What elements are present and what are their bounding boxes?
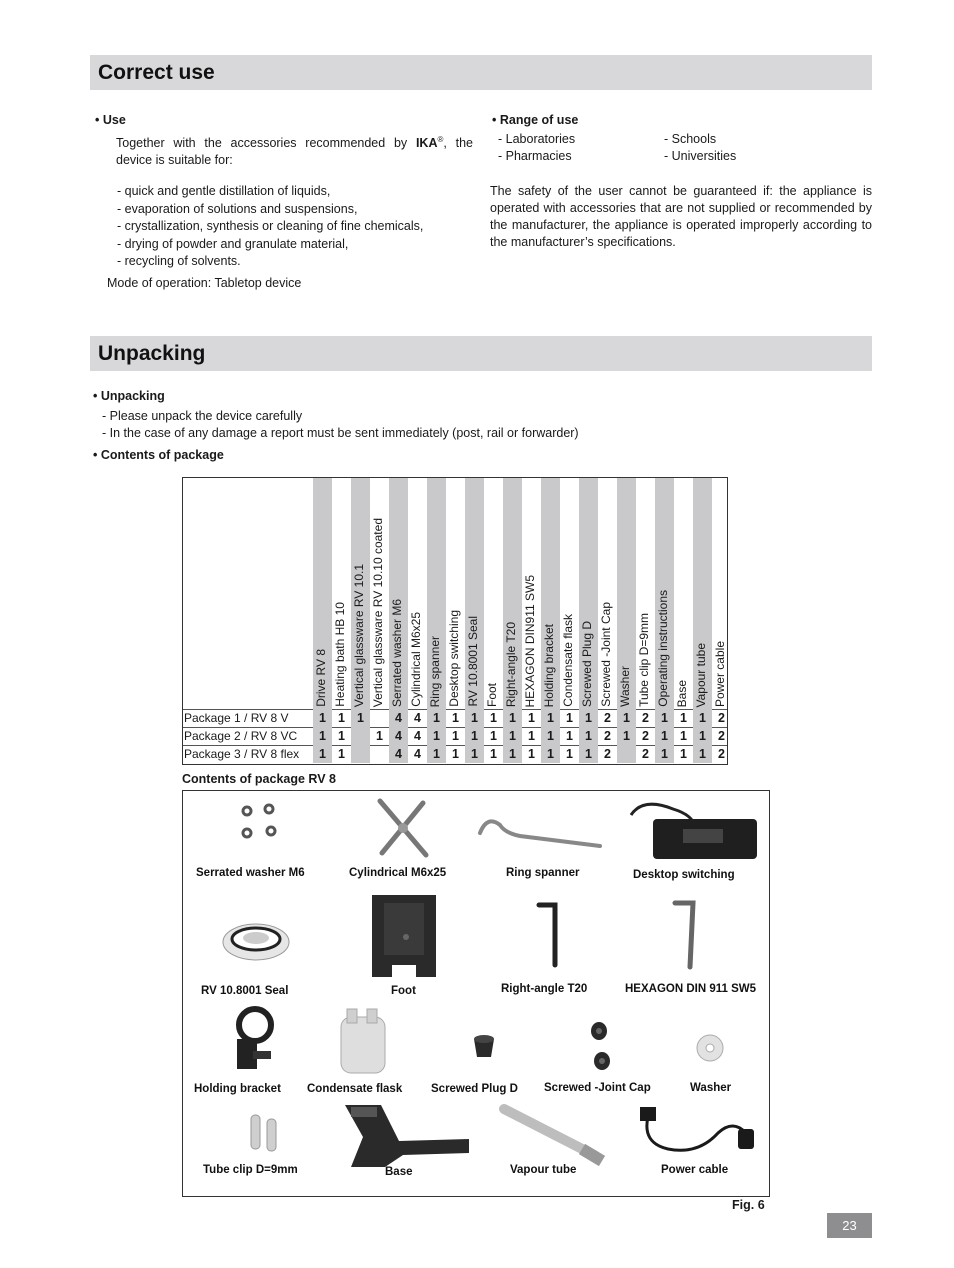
- list-item: - evaporation of solutions and suspensions,: [117, 201, 358, 216]
- desktop-switching-image: [623, 795, 763, 865]
- caption-desktop-switching: Desktop switching: [633, 869, 735, 881]
- figure-label: Fig. 6: [732, 1198, 765, 1212]
- column-header-label: Vertical glassware RV 10.10 coated: [371, 517, 385, 707]
- table-cell: 1: [490, 729, 497, 743]
- contents-heading: • Contents of package: [93, 448, 224, 462]
- table-cell: 2: [718, 747, 725, 761]
- foot-image: [366, 891, 446, 981]
- column-header: [465, 478, 484, 709]
- table-cell: 1: [528, 711, 535, 725]
- column-header: [370, 478, 389, 709]
- table-cell: 1: [338, 711, 345, 725]
- range-left: [498, 131, 575, 165]
- column-header-label: Power cable: [713, 640, 727, 707]
- section-title: Correct use: [98, 61, 215, 84]
- contents-table: [182, 477, 728, 765]
- right-angle-key-image: [535, 899, 565, 971]
- table-cell: 1: [465, 709, 484, 727]
- column-header: [712, 478, 731, 709]
- table-cell: 1: [503, 745, 522, 763]
- row-label: Package 2 / RV 8 VC: [184, 729, 298, 743]
- caption-vapour-tube: Vapour tube: [510, 1164, 577, 1176]
- table-cell: 1: [338, 729, 345, 743]
- table-cell: 1: [503, 709, 522, 727]
- section-title: Unpacking: [98, 342, 206, 365]
- column-header-label: Screwed Plug D: [580, 620, 594, 707]
- table-cell: 1: [541, 727, 560, 745]
- serrated-washer-image: [238, 803, 288, 848]
- column-header-label: Vertical glassware RV 10.1: [352, 563, 366, 707]
- column-header-label: Operating instructions: [656, 590, 670, 707]
- table-cell: 1: [465, 727, 484, 745]
- list-item: - Laboratories: [498, 132, 576, 146]
- use-list: [117, 183, 423, 271]
- use-heading: • Use: [95, 113, 126, 127]
- column-header-label: Serrated washer M6: [390, 598, 404, 707]
- column-header-label: Drive RV 8: [314, 649, 328, 707]
- list-item: - Schools: [664, 132, 717, 146]
- column-header: [674, 478, 693, 709]
- column-header: [579, 478, 598, 709]
- table-cell: 1: [452, 729, 459, 743]
- table-cell: 2: [604, 729, 611, 743]
- holding-bracket-image: [223, 1005, 283, 1075]
- column-header-label: Screwed -Joint Cap: [599, 602, 613, 707]
- table-cell: 1: [655, 745, 674, 763]
- column-header: [484, 478, 503, 709]
- list-item: - quick and gentle distillation of liquids,: [117, 184, 331, 198]
- table-cell: 2: [642, 711, 649, 725]
- section-header-unpacking: [90, 336, 872, 371]
- table-cell: [370, 709, 389, 727]
- table-cell: 1: [680, 711, 687, 725]
- caption-hexagon: HEXAGON DIN 911 SW5: [625, 983, 757, 995]
- column-header: [636, 478, 655, 709]
- table-cell: 1: [313, 745, 332, 763]
- caption-power-cable: Power cable: [661, 1164, 729, 1176]
- column-header-label: Base: [675, 679, 689, 707]
- table-cell: 1: [693, 709, 712, 727]
- column-header-label: Foot: [485, 682, 499, 707]
- tube-clip-image: [245, 1111, 285, 1153]
- section-header-correct-use: [90, 55, 872, 90]
- caption-screwed-plug: Screwed Plug D: [431, 1083, 518, 1095]
- caption-serrated-washer: Serrated washer M6: [196, 867, 305, 879]
- table-cell: 1: [693, 745, 712, 763]
- table-cell: 1: [490, 711, 497, 725]
- table-cell: 1: [528, 747, 535, 761]
- column-header-label: Right-angle T20: [504, 621, 518, 707]
- list-item: - In the case of any damage a report must be sent immediately (post, rail or forwarder): [102, 426, 579, 440]
- table-cell: 1: [617, 727, 636, 745]
- table-cell: 1: [427, 709, 446, 727]
- column-header: [427, 478, 446, 709]
- table-cell: [351, 727, 370, 745]
- table-cell: 2: [718, 729, 725, 743]
- caption-washer: Washer: [690, 1082, 732, 1094]
- ring-spanner-image: [475, 811, 605, 851]
- table-cell: 1: [680, 729, 687, 743]
- table-cell: 1: [655, 727, 674, 745]
- table-cell: 1: [427, 745, 446, 763]
- column-header-label: HEXAGON DIN911 SW5: [523, 574, 537, 707]
- caption-cylindrical: Cylindrical M6x25: [349, 867, 447, 879]
- table-cell: 1: [338, 747, 345, 761]
- figure-heading: Contents of package RV 8: [182, 772, 336, 786]
- list-item: - recycling of solvents.: [117, 254, 241, 268]
- hexagon-key-image: [671, 897, 701, 973]
- caption-screwed-cap: Screwed -Joint Cap: [544, 1082, 651, 1094]
- table-cell: 1: [427, 727, 446, 745]
- table-cell: 1: [566, 747, 573, 761]
- column-header-label: RV 10.8001 Seal: [466, 616, 480, 707]
- caption-condensate-flask: Condensate flask: [307, 1083, 403, 1095]
- list-item: - Pharmacies: [498, 149, 572, 163]
- row-label: Package 3 / RV 8 flex: [184, 747, 300, 761]
- column-header: [522, 478, 541, 709]
- package-contents-figure: [182, 790, 770, 1197]
- table-cell: 1: [579, 709, 598, 727]
- table-cell: 4: [389, 709, 408, 727]
- seal-image: [221, 921, 291, 963]
- column-header-label: Desktop switching: [447, 610, 461, 707]
- table-cell: 1: [693, 727, 712, 745]
- column-header: [560, 478, 579, 709]
- range-right: [664, 131, 736, 165]
- table-cell: 1: [528, 729, 535, 743]
- table-cell: 1: [351, 709, 370, 727]
- list-item: - crystallization, synthesis or cleaning of fine chemicals,: [117, 219, 424, 233]
- table-cell: 1: [313, 709, 332, 727]
- column-header-label: Holding bracket: [542, 623, 556, 707]
- column-header: [693, 478, 712, 709]
- list-item: - drying of powder and granulate material,: [117, 236, 349, 251]
- table-cell: 4: [389, 745, 408, 763]
- power-cable-image: [638, 1103, 758, 1165]
- table-cell: 1: [579, 727, 598, 745]
- column-header: [313, 478, 332, 709]
- column-header: [503, 478, 522, 709]
- column-header: [389, 478, 408, 709]
- table-cell: 1: [579, 745, 598, 763]
- table-cell: [351, 745, 370, 763]
- list-item: - Universities: [664, 149, 737, 163]
- screwed-joint-cap-image: [587, 1019, 617, 1075]
- caption-base: Base: [385, 1166, 413, 1178]
- table-cell: 1: [541, 745, 560, 763]
- table-cell: 4: [414, 747, 421, 761]
- washer-image: [695, 1033, 725, 1063]
- column-header: [332, 478, 351, 709]
- table-cell: 1: [313, 727, 332, 745]
- table-cell: 1: [452, 711, 459, 725]
- table-cell: 4: [389, 727, 408, 745]
- condensate-flask-image: [333, 1007, 393, 1077]
- column-header: [541, 478, 560, 709]
- vapour-tube-image: [498, 1103, 608, 1169]
- column-header: [351, 478, 370, 709]
- caption-foot: Foot: [391, 985, 416, 997]
- cylindrical-wrench-image: [368, 793, 438, 863]
- row-label: Package 1 / RV 8 V: [184, 711, 289, 725]
- table-cell: 1: [541, 709, 560, 727]
- use-intro: Together with the accessories recommended by IKA®, the device is suitable for:: [116, 135, 473, 168]
- page-number: 23: [827, 1213, 872, 1238]
- table-cell: 1: [655, 709, 674, 727]
- column-header-label: Washer: [618, 666, 632, 707]
- table-cell: 1: [452, 747, 459, 761]
- table-cell: 1: [490, 747, 497, 761]
- column-header-label: Heating bath HB 10: [333, 602, 347, 707]
- table-cell: 1: [680, 747, 687, 761]
- caption-seal: RV 10.8001 Seal: [201, 985, 289, 997]
- mode-of-operation: Mode of operation: Tabletop device: [107, 276, 302, 290]
- column-header-label: Condensate flask: [561, 614, 575, 707]
- table-cell: [617, 745, 636, 763]
- column-header-label: Cylindrical M6x25: [409, 612, 423, 707]
- safety-note: The safety of the user cannot be guaranteed if: the appliance is operated with accessories that are not supplied or recommended by the manufacturer, the appliance is operated improperly according to the manufacturer’s specifications.: [490, 184, 872, 249]
- table-cell: 2: [718, 711, 725, 725]
- caption-tube-clip: Tube clip D=9mm: [203, 1164, 298, 1176]
- table-cell: 1: [376, 729, 383, 743]
- base-image: [341, 1101, 473, 1169]
- list-item: - Please unpack the device carefully: [102, 409, 303, 423]
- table-cell: 2: [604, 711, 611, 725]
- table-cell: [370, 745, 389, 763]
- table-cell: 2: [604, 747, 611, 761]
- unpacking-list: [102, 408, 579, 442]
- range-heading: • Range of use: [492, 113, 579, 127]
- column-header-label: Ring spanner: [428, 635, 442, 707]
- screwed-plug-image: [471, 1033, 497, 1061]
- unpacking-heading: • Unpacking: [93, 389, 165, 403]
- column-header: [408, 478, 427, 709]
- column-header-label: Tube clip D=9mm: [637, 613, 651, 707]
- table-cell: 1: [566, 729, 573, 743]
- table-cell: 1: [617, 709, 636, 727]
- caption-right-angle: Right-angle T20: [501, 983, 588, 995]
- table-cell: 4: [414, 711, 421, 725]
- table-cell: 4: [414, 729, 421, 743]
- table-cell: 2: [642, 747, 649, 761]
- table-cell: 1: [503, 727, 522, 745]
- column-header-label: Vapour tube: [694, 642, 708, 707]
- column-header: [446, 478, 465, 709]
- column-header: [598, 478, 617, 709]
- column-header: [617, 478, 636, 709]
- column-header: [655, 478, 674, 709]
- table-cell: 1: [566, 711, 573, 725]
- table-cell: 1: [465, 745, 484, 763]
- caption-holding-bracket: Holding bracket: [194, 1083, 281, 1095]
- caption-ring-spanner: Ring spanner: [506, 867, 580, 879]
- table-cell: 2: [642, 729, 649, 743]
